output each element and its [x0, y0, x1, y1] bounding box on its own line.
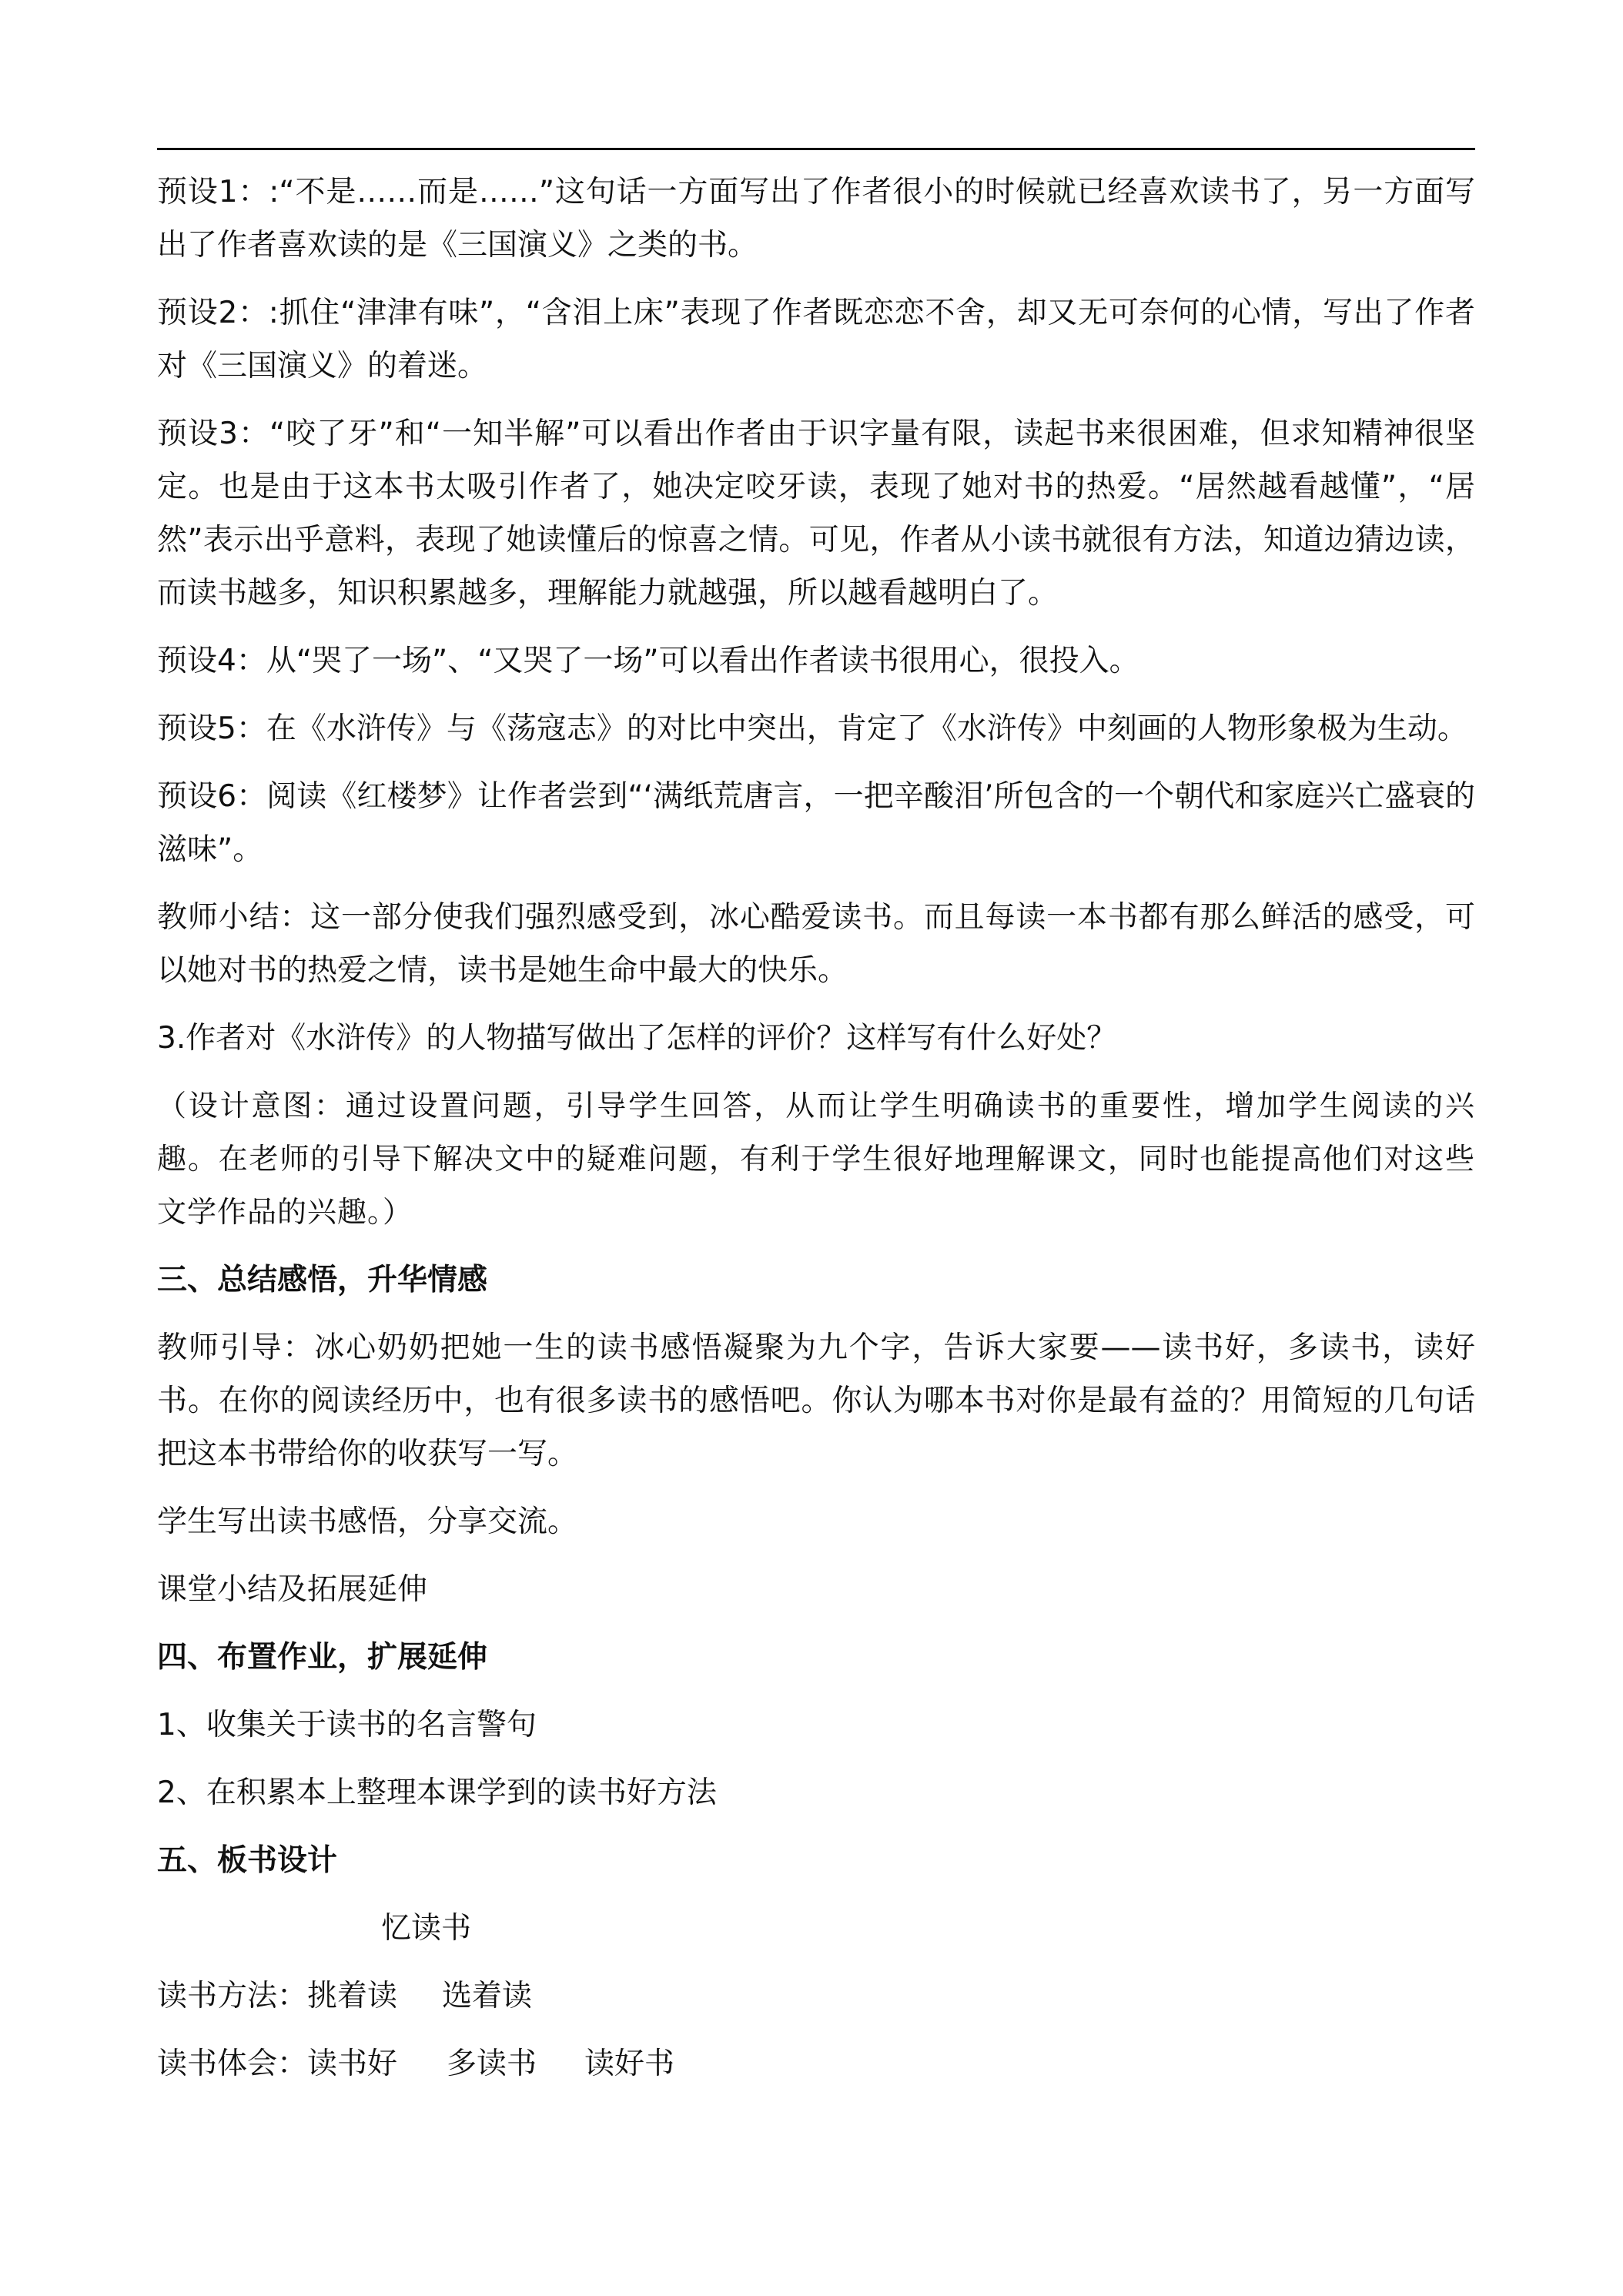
class-summary: 课堂小结及拓展延伸 — [157, 1572, 428, 1607]
board-title: 忆读书 — [381, 1911, 472, 1946]
board-experience-3: 读好书 — [584, 2047, 675, 2081]
preset-4: 预设4：从“哭了一场”、“又哭了一场”可以看出作者读书很用心，很投入。 — [157, 644, 1139, 678]
header-rule — [157, 148, 1475, 150]
board-experience-label: 读书体会： — [157, 2047, 308, 2081]
teacher-summary: 教师小结：这一部分使我们强烈感受到，冰心酷爱读书。而且每读一本书都有那么鲜活的感受，可以她对书的热爱之情，读书是她生命中最大的快乐。 — [157, 900, 1475, 988]
preset-6: 预设6：阅读《红楼梦》让作者尝到“‘满纸荒唐言，一把辛酸泪’所包含的一个朝代和家庭兴亡盛衰的滋味”。 — [157, 779, 1475, 867]
board-methods-line — [157, 1970, 1475, 2023]
board-experience-1: 读书好 — [307, 2047, 398, 2081]
preset-2: 预设2：:抓住“津津有味”，“含泪上床”表现了作者既恋恋不舍，却又无可奈何的心情，写出了作者对《三国演义》的着迷。 — [157, 296, 1475, 383]
section-4-heading: 四、布置作业，扩展延伸 — [157, 1640, 488, 1675]
student-activity: 学生写出读书感悟，分享交流。 — [157, 1504, 578, 1539]
preset-5: 预设5：在《水浒传》与《荡寇志》的对比中突出，肯定了《水浒传》中刻画的人物形象极为生动。 — [157, 711, 1467, 746]
teacher-guide: 教师引导：冰心奶奶把她一生的读书感悟凝聚为九个字，告诉大家要——读书好，多读书，读好书。在你的阅读经历中，也有很多读书的感悟吧。你认为哪本书对你是最有益的？用简短的几句话把这本书带给你的收获写一写。 — [157, 1330, 1475, 1471]
homework-item-1: 1、收集关于读书的名言警句 — [157, 1708, 537, 1742]
question-3: 3.作者对《水浒传》的人物描写做出了怎样的评价？这样写有什么好处？ — [157, 1021, 1117, 1056]
board-method-2: 选着读 — [442, 1979, 533, 2013]
board-experience-line — [157, 2037, 1475, 2090]
section-5-heading: 五、板书设计 — [157, 1843, 338, 1878]
homework-item-2: 2、在积累本上整理本课学到的读书好方法 — [157, 1776, 717, 1810]
preset-1: 预设1：:“不是……而是……”这句话一方面写出了作者很小的时候就已经喜欢读书了，另一方面写出了作者喜欢读的是《三国演义》之类的书。 — [157, 175, 1475, 263]
board-method-1: 挑着读 — [307, 1979, 398, 2013]
preset-3: 预设3：“咬了牙”和“一知半解”可以看出作者由于识字量有限，读起书来很困难，但求知精神很坚定。也是由于这本书太吸引作者了，她决定咬牙读，表现了她对书的热爱。“居然越看越懂”，“居然”表示出乎意料，表现了她读懂后的惊喜之情。可见，作者从小读书就很有方法，知道边猜边读，而读书越多，知识积累越多，理解能力就越强，所以越看越明白了。 — [157, 417, 1475, 611]
document-body — [157, 166, 1475, 2105]
section-3-heading: 三、总结感悟，升华情感 — [157, 1263, 488, 1297]
board-experience-2: 多读书 — [447, 2047, 537, 2081]
board-methods-label: 读书方法： — [157, 1979, 308, 2013]
design-intent: （设计意图：通过设置问题，引导学生回答，从而让学生明确读书的重要性，增加学生阅读的兴趣。在老师的引导下解决文中的疑难问题，有利于学生很好地理解课文，同时也能提高他们对这些文学作品的兴趣。） — [157, 1089, 1475, 1229]
